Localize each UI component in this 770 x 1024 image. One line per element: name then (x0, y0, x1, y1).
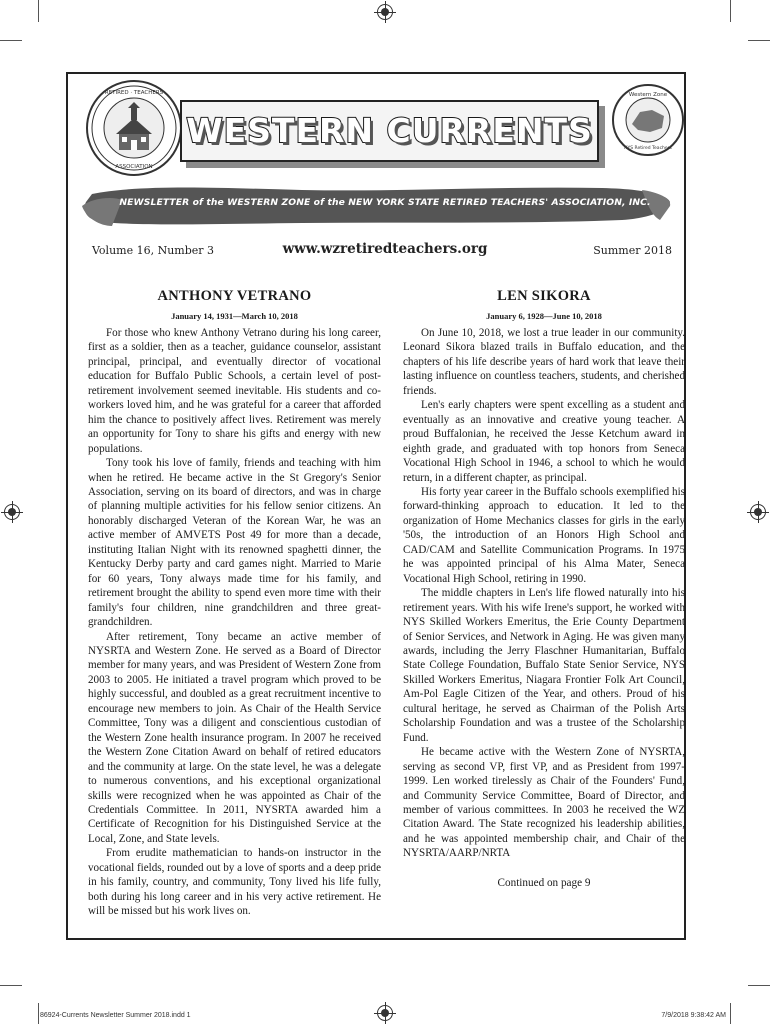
article-paragraph: Len's early chapters were spent excelling as a student and eventually as an innovative and creative young teacher. A proud Buffalonian, he received the Jesse Ketchum award in eighth grade, and graduated with top honors from Seneca Vocational High School in 1946, a school to which he would return, in a different chapter, as principal. (403, 399, 685, 484)
article-title: LEN SIKORA (497, 288, 591, 304)
map-emblem-icon (614, 86, 682, 154)
crop-mark (0, 40, 22, 41)
article-dates: January 6, 1928—June 10, 2018 (486, 311, 602, 321)
crop-mark (0, 985, 22, 986)
nysrta-seal-logo (86, 80, 182, 176)
registration-mark-icon (750, 504, 766, 520)
print-file-slug: 86924-Currents Newsletter Summer 2018.indd 1 (40, 1012, 191, 1019)
article-vetrano (88, 288, 381, 919)
issue-season: Summer 2018 (593, 244, 672, 257)
newsletter-title: WESTERN CURRENTS (186, 111, 593, 150)
crop-mark (730, 0, 731, 22)
svg-text:NYS Retired Teachers: NYS Retired Teachers (624, 146, 672, 151)
crop-mark (730, 1003, 731, 1024)
article-paragraph: On June 10, 2018, we lost a true leader in our community. Leonard Sikora blazed trails in Buffalo education, and the chapters of his life describe years of hard work that leave their lasting influence on countless teachers, students, and cherished friends. (403, 327, 685, 397)
article-paragraph: From erudite mathematician to hands-on instructor in the vocational fields, rounded out by a love of sports and a deep pride in his family, country, and community, Tony lived his life fully, both during his long career and in his very active retirement. He will be missed but his work lives on. (88, 847, 381, 918)
masthead-box (180, 100, 599, 162)
registration-mark-icon (377, 4, 393, 20)
print-timestamp: 7/9/2018 9:38:42 AM (661, 1012, 726, 1019)
crop-mark (38, 0, 39, 22)
article-paragraph: For those who knew Anthony Vetrano during his long career, first as a soldier, then as a teacher, guidance counselor, assistant principal, principal, and eventually director of vocational education for Buffalo Public Schools, a certain level of post-retirement involvement seemed inevitable. His students and co-workers loved him, and he was grateful for a career that afforded him the chance to positively affect lives. Retirement was merely an opportunity for Tony to share his gifts and energy with new populations. (88, 327, 381, 455)
article-dates: January 14, 1931—March 10, 2018 (171, 311, 298, 321)
article-paragraph: He became active with the Western Zone of NYSRTA, serving as second VP, first VP, and as President from 1997-1999. Len worked tirelessly as Chair of the Founders' Fund, and Community Service Committee, Board of Director, and member of various committees. In 2003 he received the WZ Citation Award. The State recognized his leadership abilities, and he was appointed membership chair, and Chair of the NYSRTA/AARP/NRTA (403, 746, 685, 860)
registration-mark-icon (4, 504, 20, 520)
crop-mark (748, 40, 770, 41)
continued-note: Continued on page 9 (497, 876, 591, 889)
svg-text:ASSOCIATION: ASSOCIATION (115, 164, 153, 170)
svg-text:RETIRED · TEACHERS: RETIRED · TEACHERS (104, 90, 164, 96)
registration-mark-icon (377, 1005, 393, 1021)
svg-text:Western Zone: Western Zone (628, 92, 668, 98)
website-link[interactable]: www.wzretiredteachers.org (282, 241, 488, 257)
article-title: ANTHONY VETRANO (157, 288, 312, 304)
crop-mark (748, 985, 770, 986)
newsletter-subtitle: NEWSLETTER of the WESTERN ZONE of the NEW YORK STATE RETIRED TEACHERS' ASSOCIATION, INC. (119, 197, 651, 208)
schoolhouse-icon (88, 82, 180, 174)
western-zone-seal-logo (612, 84, 684, 156)
article-sikora (403, 288, 685, 889)
article-paragraph: The middle chapters in Len's life flowed naturally into his retirement years. With his wife Irene's support, he worked with NYS Skilled Workers Emeritus, the Erie County Department of Senior Services, and Network in Aging. He was given many awards, including the Jerry Flaschner Humanitarian, Buffalo State College Foundation, Buffalo State Senior Service, NYS Skilled Workers Emeritus, Niagara Frontier Folk Art Council, Am-Pol Eagle Citizen of the Year, and others. Proud of his cultural heritage, he served as Chairman of the Polish Arts Scholarship Foundation and was a trustee of the Scholarship Fund. (403, 587, 685, 744)
crop-mark (38, 1003, 39, 1024)
masthead (180, 100, 605, 168)
article-paragraph: After retirement, Tony became an active member of NYSRTA and Western Zone. He served as a Board of Director member for many years, and was President of Western Zone from 2003 to 2005. He initiated a travel program which proved to be highly successful, and doubled as a great recruitment incentive to encourage new members to join. As Chair of the Health Service Committee, Tony was a diligent and conscientious custodian of the Western Zone health insurance program. In 2007 he received the Western Zone Citation Award on behalf of retired educators and the community at large. On the state level, he was a delegate to numerous conventions, and his exceptional organizational skills were recognized when he was appointed as Chair of the Credentials Committee. In 2011, NYSRTA awarded him a Certificate of Recognition for his Distinguished Service at the Local, Zone, and State levels. (88, 630, 381, 845)
article-paragraph: His forty year career in the Buffalo schools exemplified his forward-thinking approach to education. It led to the organization of Home Mechanics classes for girls in the early '50s, the introduction of an Honors High School and CAD/CAM and Satellite Communication Programs. In 1975 he was appointed principal of his Alma Mater, Seneca Vocational High School, retiring in 1990. (403, 485, 685, 585)
article-paragraph: Tony took his love of family, friends and teaching with him when he retired. He became active in the St Gregory's Senior Association, serving on its board of directors, and was in charge of planning multiple activities for his fellow senior citizens. An honorably discharged Veteran of the Korean War, he was an active member of AMVETS Post 49 for more than a decade, instituting Italian Night with its renowned spaghetti dinner, the Kentucky Derby party and card games night. Married to Marie for 60 years, Tony always made time for his family, and retirement brought the ability to spend even more time with their family's four children, nine grandchildren and three great-grandchildren. (88, 457, 381, 629)
issue-volume: Volume 16, Number 3 (92, 244, 215, 257)
